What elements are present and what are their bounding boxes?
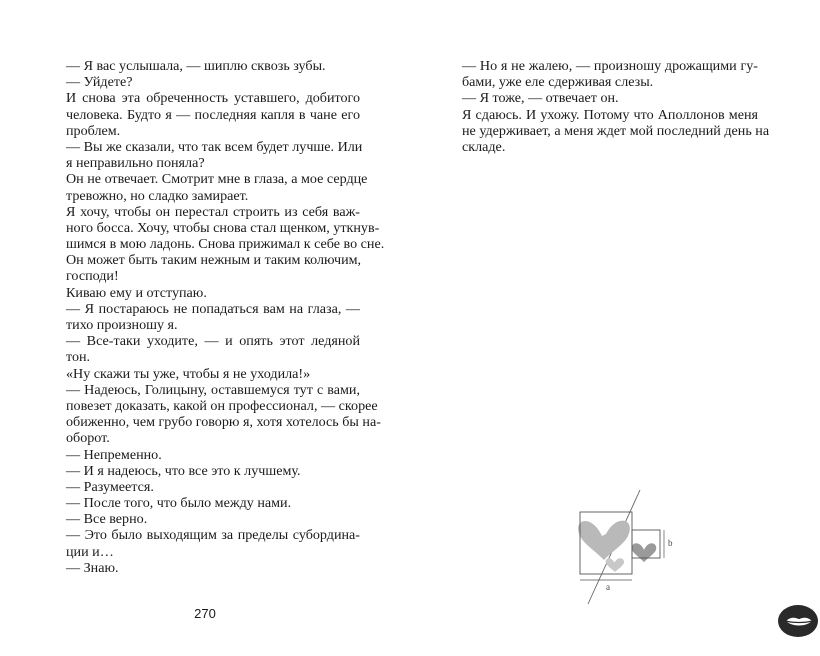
- text-line: — Я постараюсь не попадаться вам на глаза, —: [66, 300, 360, 317]
- label-b: b: [668, 538, 673, 548]
- text-line: человека. Будто я — последняя капля в чане его: [66, 106, 360, 123]
- smudge-heart-icon: [606, 558, 624, 572]
- text-line: ного босса. Хочу, чтобы снова стал щенком, уткнув-: [66, 219, 380, 236]
- right-page-text: [462, 58, 770, 155]
- lips-logo-icon: [772, 597, 820, 645]
- page-number: 270: [194, 606, 216, 621]
- right-page: [410, 0, 820, 656]
- text-line: — Непременно.: [66, 446, 162, 463]
- label-a: a: [606, 582, 610, 592]
- text-line: повезет доказать, какой он профессионал, — скорее: [66, 397, 378, 414]
- text-line: я неправильно поняла?: [66, 155, 205, 172]
- text-line: тон.: [66, 349, 91, 366]
- text-line: — Уйдете?: [66, 74, 133, 91]
- text-line: — Я вас услышала, — шиплю сквозь зубы.: [66, 58, 326, 74]
- text-line: Киваю ему и отступаю.: [66, 284, 207, 301]
- text-line: обиженно, чем грубо говорю я, хотя хотелось бы на-: [66, 414, 381, 431]
- text-line: Он может быть таким нежным и таким колючим,: [66, 252, 362, 269]
- text-line: — И я надеюсь, что все это к лучшему.: [66, 462, 301, 479]
- text-line: — Знаю.: [66, 559, 119, 576]
- text-line: — Я тоже, — отвечает он.: [462, 90, 619, 107]
- text-line: — Все верно.: [66, 511, 148, 528]
- left-page-text: [66, 58, 385, 576]
- text-line: — Вы же сказали, что так всем будет лучше. Или: [66, 138, 363, 155]
- text-line: тревожно, но сладко замирает.: [66, 187, 249, 204]
- text-line: проблем.: [66, 122, 121, 139]
- text-line: ции и…: [66, 543, 114, 560]
- text-line: шимся в мою ладонь. Снова прижимал к себе во сне.: [66, 236, 385, 253]
- text-line: оборот.: [66, 430, 110, 447]
- text-line: Я хочу, чтобы он перестал строить из себя важ-: [66, 203, 360, 220]
- text-line: господи!: [66, 268, 119, 285]
- text-line: И снова эта обреченность уставшего, добитого: [66, 90, 360, 107]
- text-line: — После того, что было между нами.: [66, 495, 292, 512]
- small-heart-icon: [632, 543, 657, 562]
- text-line: Он не отвечает. Смотрит мне в глаза, а мое сердце: [66, 171, 368, 188]
- text-line: не удерживает, а меня ждет мой последний день на: [462, 122, 770, 139]
- text-line: Я сдаюсь. И ухожу. Потому что Аполлонов меня: [462, 106, 758, 123]
- text-line: «Ну скажи ты уже, чтобы я не уходила!»: [66, 365, 311, 382]
- text-line: — Но я не жалею, — произношу дрожащими гу-: [462, 58, 758, 74]
- large-heart-icon: [578, 521, 630, 560]
- text-line: — Все-таки уходите, — и опять этот ледяной: [66, 333, 360, 350]
- text-line: — Это было выходящим за пределы субордина-: [66, 527, 360, 544]
- text-line: тихо произношу я.: [66, 317, 178, 333]
- text-line: — Разумеется.: [66, 478, 154, 495]
- text-line: — Надеюсь, Голицыну, оставшемуся тут с вами,: [66, 381, 360, 398]
- text-line: бами, уже еле сдерживая слезы.: [462, 74, 654, 91]
- heart-geometry-sketch: [570, 488, 690, 608]
- text-line: складе.: [462, 138, 506, 155]
